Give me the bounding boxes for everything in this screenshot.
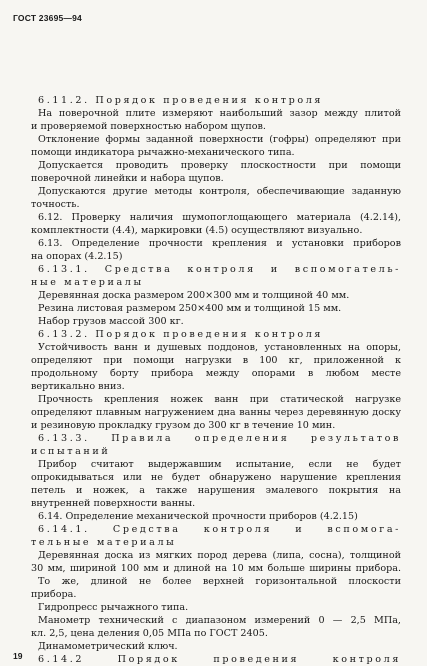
text-line: Отклонение формы заданной поверхности (гофры) определяют при — [38, 134, 401, 145]
text-line: Манометр технический с диапазоном измерений 0 — 2,5 МПа, — [38, 615, 401, 626]
text-line: ные материалы — [31, 277, 144, 288]
text-line: помощи индикатора рычажно-механического типа. — [31, 147, 295, 158]
text-line: прибора. — [31, 589, 77, 600]
text-line: Прочность крепления ножек ванн при статической нагрузке — [38, 394, 401, 405]
text-line: точность. — [31, 199, 80, 210]
text-line: внутренней поверхности ванны. — [31, 498, 196, 509]
text-line: определяют при помощи нагрузки в 100 кг, приложенной к — [31, 355, 401, 366]
text-line: 30 мм, шириной 100 мм и длиной на 10 мм больше ширины прибора. — [31, 563, 401, 574]
text-line: 6.14.1. Средства контроля и вспомога- — [38, 524, 401, 535]
text-line: и проверяемой поверхностью набором щупов. — [31, 121, 266, 132]
text-line: тельные материалы — [31, 537, 177, 548]
text-line: Набор грузов массой 300 кг. — [38, 316, 184, 327]
text-line: 6.14. Определение механической прочности приборов (4.2.15) — [38, 511, 358, 522]
text-line: и резиновую прокладку грузом до 300 кг в течение 10 мин. — [31, 420, 336, 431]
text-line: 6.12. Проверку наличия шумопоглощающего материала (4.2.14), — [38, 212, 401, 223]
text-line: на опорах (4.2.15) — [31, 251, 123, 262]
text-line: Деревянная доска размером 200×300 мм и толщиной 40 мм. — [38, 290, 350, 301]
text-line: Деревянная доска из мягких пород дерева (липа, сосна), толщиной — [38, 550, 401, 561]
document-body — [31, 94, 401, 666]
text-line: На поверочной плите измеряют наибольший зазор между плитой — [38, 108, 401, 119]
text-line: Прибор считают выдержавшим испытание, если не будет — [38, 459, 401, 470]
text-line: кл. 2,5, цена деления 0,05 МПа по ГОСТ 2405. — [31, 628, 268, 639]
document-header: ГОСТ 23695—94 — [13, 13, 82, 23]
text-line: 6.13.1. Средства контроля и вспомогатель- — [38, 264, 401, 275]
text-line: испытаний — [31, 446, 111, 457]
page-number: 19 — [13, 651, 23, 661]
text-line: Гидропресс рычажного типа. — [38, 602, 189, 613]
text-line: определяют плавным нагружением дна ванны через деревянную доску — [31, 407, 401, 418]
text-line: 6.13.2. Порядок проведения контроля — [38, 329, 324, 340]
text-line: Динамометрический ключ. — [38, 641, 178, 652]
text-line: вертикально вниз. — [31, 381, 125, 392]
text-line: Допускаются другие методы контроля, обеспечивающие заданную — [38, 186, 401, 197]
text-line: Допускается проводить проверку плоскостности при помощи — [38, 160, 401, 171]
text-line: То же, длиной не более верхней горизонтальной плоскости — [38, 576, 401, 587]
text-line: продольному борту прибора между опорами в любом месте — [31, 368, 401, 379]
text-line: 6.11.2. Порядок проведения контроля — [38, 95, 324, 106]
text-line: 6.14.2 Порядок проведения контроля — [38, 654, 401, 665]
text-line: поверочной линейки и набора щупов. — [31, 173, 224, 184]
text-line: комплектности (4.4), маркировки (4.5) осуществляют визуально. — [31, 225, 363, 236]
text-line: Устойчивость ванн и душевых поддонов, установленных на опоры, — [38, 342, 401, 353]
text-line: 6.13. Определение прочности крепления и установки приборов — [38, 238, 401, 249]
text-line: петель и ножек, а также нарушения эмалевого покрытия на — [31, 485, 401, 496]
text-line: Резина листовая размером 250×400 мм и толщиной 15 мм. — [38, 303, 342, 314]
text-line: 6.13.3. Правила определения результатов — [38, 433, 401, 444]
text-line: опрокидываться или не будет обнаружено нарушение крепления — [31, 472, 401, 483]
